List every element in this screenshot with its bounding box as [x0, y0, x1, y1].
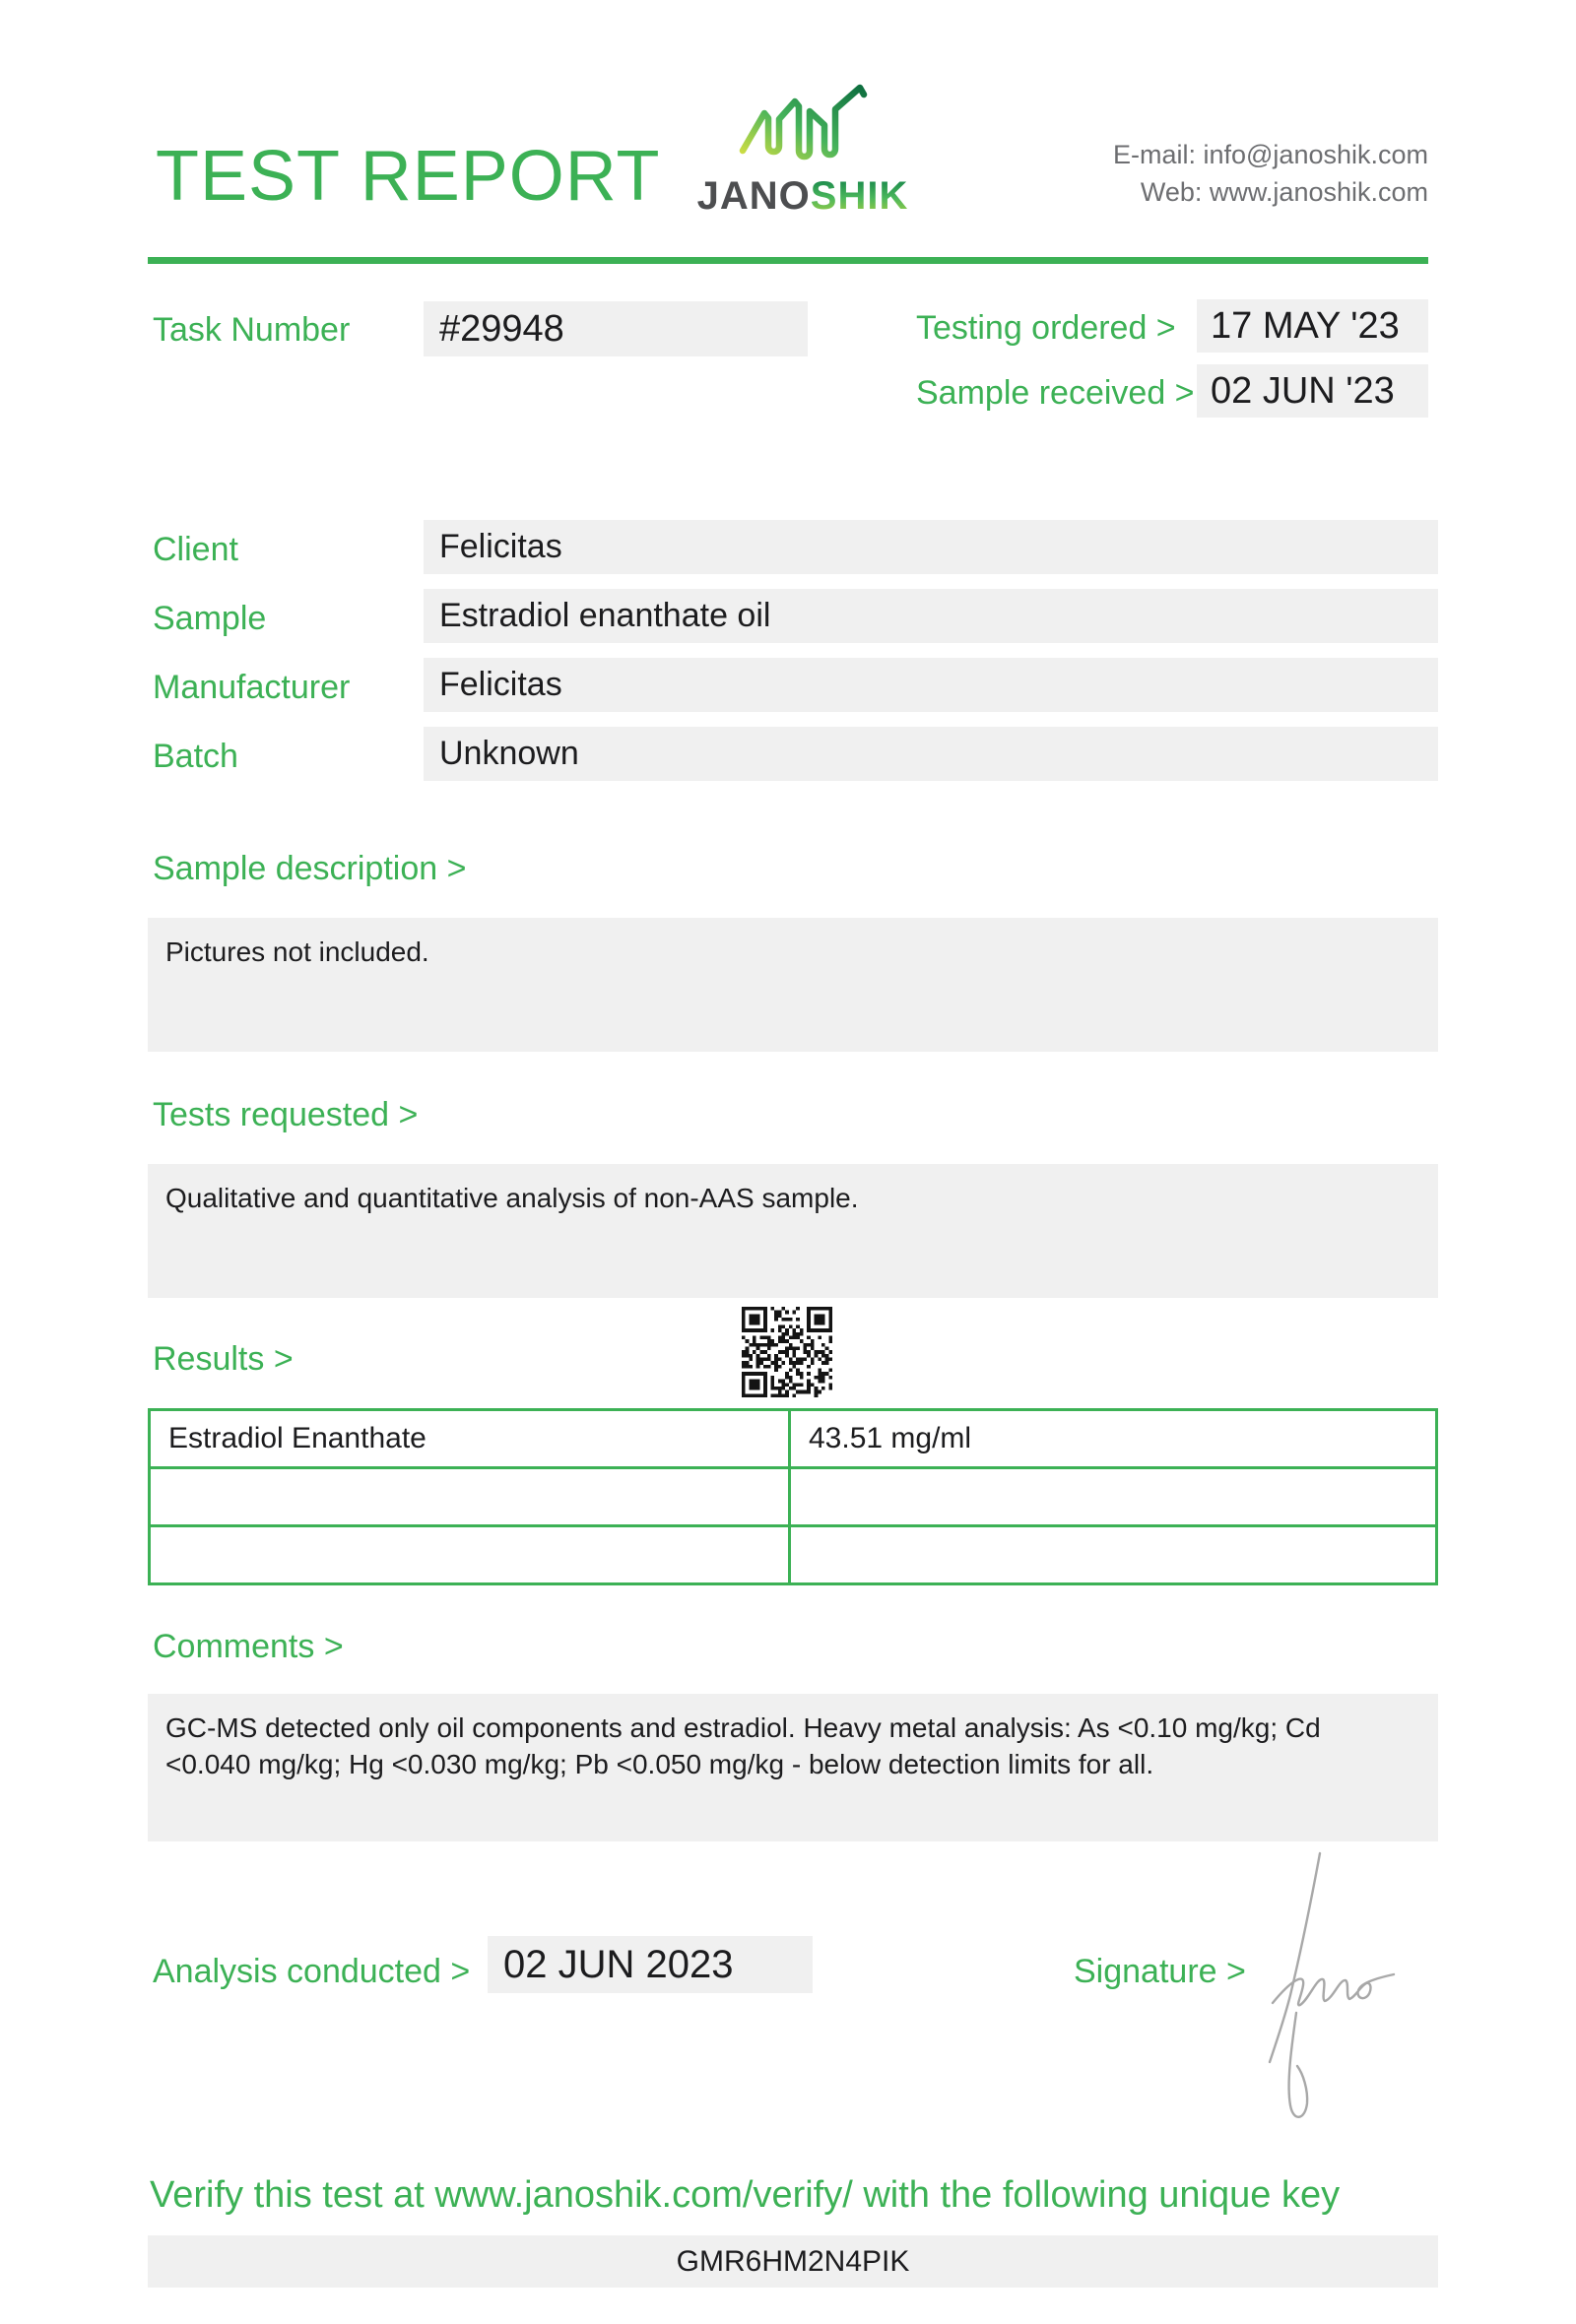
manufacturer-value: Felicitas: [424, 658, 1438, 712]
web-value: www.janoshik.com: [1209, 177, 1428, 207]
task-number-label: Task Number: [153, 311, 351, 349]
client-value: Felicitas: [424, 520, 1438, 574]
sample-description-text: Pictures not included.: [165, 936, 429, 967]
signature-image: [1261, 1843, 1409, 2134]
result-row: [150, 1526, 1437, 1584]
logo-chart-icon: [729, 84, 877, 182]
manufacturer-label: Manufacturer: [153, 669, 351, 706]
logo-wordmark: [650, 176, 955, 216]
tests-requested-heading: Tests requested >: [153, 1096, 419, 1133]
batch-label: Batch: [153, 738, 238, 775]
web-label: Web:: [1140, 177, 1203, 207]
signature-label: Signature >: [1074, 1953, 1246, 1990]
results-table: [148, 1408, 1438, 1585]
contact-email-line: [1113, 136, 1428, 173]
result-row: [150, 1410, 1437, 1468]
tests-requested-box: [148, 1164, 1438, 1298]
comments-line-2: <0.040 mg/kg; Hg <0.030 mg/kg; Pb <0.050 mg/kg - below detection limits for all.: [165, 1749, 1154, 1779]
contact-web-line: [1113, 173, 1428, 211]
result-analyte: [150, 1468, 790, 1526]
sample-received-label: Sample received >: [916, 374, 1195, 412]
comments-box: [148, 1694, 1438, 1841]
sample-received-value: 02 JUN '23: [1197, 364, 1428, 418]
testing-ordered-value: 17 MAY '23: [1197, 299, 1428, 353]
analysis-conducted-label: Analysis conducted >: [153, 1953, 471, 1990]
batch-value: Unknown: [424, 727, 1438, 781]
verify-instruction: Verify this test at www.janoshik.com/verify/ with the following unique key: [150, 2174, 1341, 2216]
sample-description-box: [148, 918, 1438, 1052]
contact-block: [1113, 136, 1428, 211]
email-label: E-mail:: [1112, 140, 1196, 169]
sample-description-heading: Sample description >: [153, 850, 467, 887]
client-label: Client: [153, 531, 238, 568]
logo-wordmark-dark: JANO: [696, 174, 811, 218]
logo-wordmark-green: SHIK: [810, 174, 909, 218]
analysis-conducted-value: 02 JUN 2023: [488, 1936, 813, 1993]
result-analyte: [150, 1526, 790, 1584]
email-value: info@janoshik.com: [1203, 140, 1428, 169]
verify-key: GMR6HM2N4PIK: [148, 2235, 1438, 2288]
result-value: 43.51 mg/ml: [790, 1410, 1437, 1468]
result-row: [150, 1468, 1437, 1526]
header-divider: [148, 257, 1428, 264]
result-value: [790, 1526, 1437, 1584]
results-heading: Results >: [153, 1340, 294, 1378]
result-analyte: Estradiol Enanthate: [150, 1410, 790, 1468]
comments-heading: Comments >: [153, 1628, 344, 1665]
page-title: TEST REPORT: [156, 137, 661, 216]
logo: [650, 84, 955, 216]
result-value: [790, 1468, 1437, 1526]
sample-value: Estradiol enanthate oil: [424, 589, 1438, 643]
sample-label: Sample: [153, 600, 267, 637]
tests-requested-text: Qualitative and quantitative analysis of non-AAS sample.: [165, 1183, 859, 1213]
testing-ordered-label: Testing ordered >: [916, 309, 1176, 347]
qr-code: [735, 1300, 839, 1404]
task-number-value: #29948: [424, 301, 808, 356]
comments-line-1: GC-MS detected only oil components and estradiol. Heavy metal analysis: As <0.10 mg/kg; Cd: [165, 1712, 1321, 1743]
